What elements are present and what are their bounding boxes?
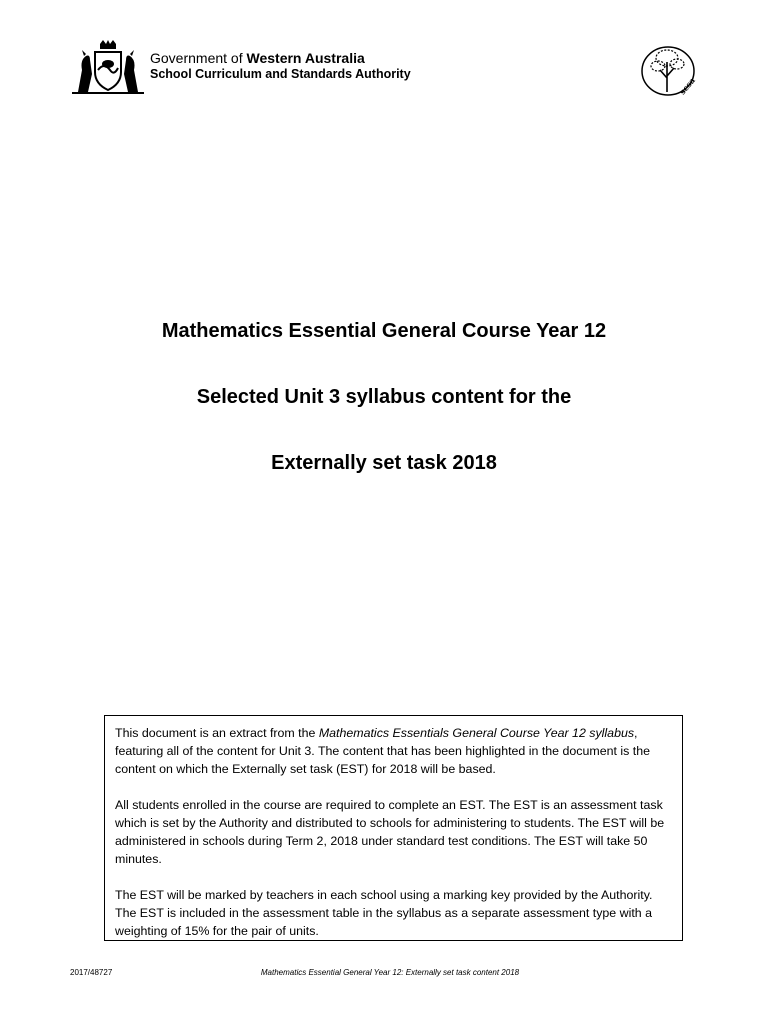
- scsa-logo-icon: [638, 44, 700, 98]
- footer-title: Mathematics Essential General Year 12: Externally set task content 2018: [260, 968, 520, 977]
- government-name: Government of Western Australia: [150, 50, 365, 66]
- document-code: 2017/48727: [70, 968, 113, 977]
- title-course: Mathematics Essential General Course Year 12: [161, 320, 607, 342]
- scsa-logo-text: scsa: [677, 75, 697, 97]
- info-paragraph-1: This document is an extract from the Mathematics Essentials General Course Year 12 syllabus, featuring all of the content for Unit 3. The content that has been highlighted in the document is the content on which the Externally set task (EST) for 2018 will be based.: [115, 726, 650, 776]
- info-box: [104, 715, 683, 941]
- authority-name: School Curriculum and Standards Authority: [150, 67, 411, 81]
- page-header: [0, 0, 768, 110]
- info-paragraph-2: All students enrolled in the course are required to complete an EST. The EST is an assessment task which is set by the Authority and distributed to schools for administering to students. The EST will be administered in schools during Term 2, 2018 under standard test conditions. The EST will take 50 minutes.: [115, 798, 665, 866]
- title-content: Selected Unit 3 syllabus content for the: [196, 386, 572, 408]
- title-task: Externally set task 2018: [271, 452, 497, 474]
- document-title: [0, 318, 768, 516]
- government-branding: [150, 50, 411, 82]
- wa-coat-of-arms-icon: [70, 40, 146, 96]
- syllabus-title: Mathematics Essentials General Course Year 12 syllabus: [318, 726, 635, 740]
- info-paragraph-3: The EST will be marked by teachers in each school using a marking key provided by the Authority. The EST is included in the assessment table in the syllabus as a separate assessment type with a weighting of 15% for the pair of units.: [115, 888, 653, 938]
